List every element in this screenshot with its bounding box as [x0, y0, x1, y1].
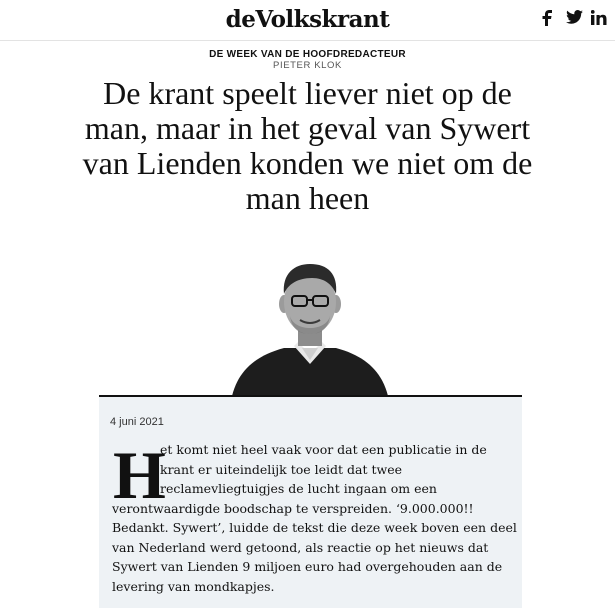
- linkedin-icon[interactable]: [591, 10, 607, 28]
- facebook-icon[interactable]: [541, 10, 557, 28]
- publication-date: 4 juni 2021: [110, 416, 164, 428]
- social-links: [541, 10, 607, 28]
- site-logo[interactable]: deVolkskrant: [225, 6, 390, 33]
- paragraph-line: Sywert van Lienden 9 miljoen euro had overgehouden aan de: [112, 559, 503, 574]
- top-bar: [0, 0, 615, 41]
- twitter-icon[interactable]: [566, 10, 582, 28]
- paragraph-line: van Nederland werd getoond, als reactie op het nieuws dat: [112, 539, 489, 555]
- section-kicker[interactable]: DE WEEK VAN DE HOOFDREDACTEUR: [209, 49, 406, 60]
- article-paragraph: [112, 437, 517, 596]
- article-headline: De krant speelt liever niet op de man, maar in het geval van Sywert van Lienden konden we niet om de man heen: [82, 75, 533, 216]
- paragraph-line: reclamevliegtuigjes de lucht ingaan om een: [160, 481, 437, 496]
- paragraph-line: Bedankt. Sywert’, luidde de tekst die deze week boven een deel: [112, 520, 517, 535]
- paragraph-line: et komt niet heel vaak voor dat een publicatie in de: [160, 442, 487, 457]
- paragraph-line: levering van mondkapjes.: [112, 578, 275, 594]
- author-name[interactable]: PIETER KLOK: [273, 60, 342, 71]
- author-portrait: [232, 260, 388, 396]
- paragraph-line: krant er uiteindelijk toe leidt dat twee: [160, 461, 403, 477]
- paragraph-line: verontwaardigde boodschap te verspreiden. ‘9.000.000!!: [112, 500, 474, 516]
- drop-cap: H: [113, 437, 166, 513]
